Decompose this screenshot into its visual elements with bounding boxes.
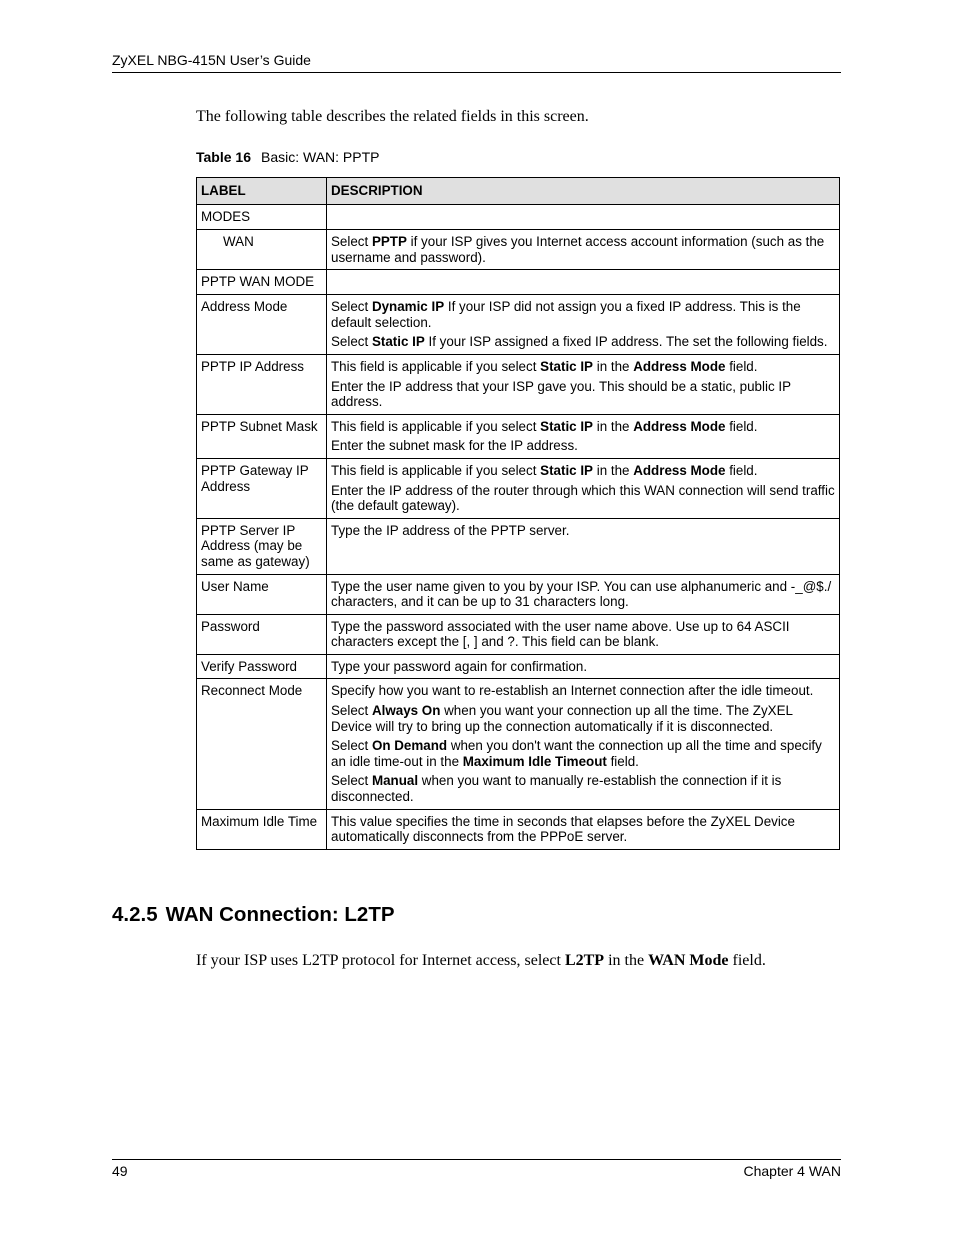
table-row	[197, 354, 840, 414]
table-row	[197, 518, 840, 574]
bold-term: Address Mode	[633, 462, 726, 478]
page-number: 49	[112, 1163, 128, 1179]
text-run: Select	[331, 738, 372, 754]
text-run: Select	[331, 773, 372, 789]
text-run: If your ISP did not assign you a fixed IP address. This is the default selection.	[331, 299, 801, 330]
bold-term: Static IP	[540, 418, 593, 434]
field-description	[327, 679, 840, 809]
table-row	[197, 230, 840, 270]
field-description	[327, 518, 840, 574]
table-row	[197, 458, 840, 518]
field-label: PPTP WAN MODE	[197, 270, 327, 295]
field-description	[327, 458, 840, 518]
description-paragraph	[331, 814, 835, 845]
text-run: If your ISP assigned a fixed IP address. The set the following fields.	[424, 334, 828, 350]
field-description	[327, 354, 840, 414]
text-run: Type the password associated with the user name above. Use up to 64 ASCII characters except the [, ] and ?. This field can be blank.	[331, 618, 790, 650]
text-run: Enter the IP address that your ISP gave you. This should be a static, public IP address.	[331, 378, 791, 410]
column-header-label: LABEL	[197, 178, 327, 205]
field-label: PPTP Subnet Mask	[197, 414, 327, 458]
description-paragraph	[331, 523, 835, 539]
field-label: WAN	[197, 230, 327, 270]
description-paragraph	[331, 359, 835, 375]
table-caption	[196, 149, 380, 166]
bold-term: Maximum Idle Timeout	[462, 753, 607, 769]
section-paragraph	[196, 951, 841, 971]
description-paragraph	[331, 683, 835, 699]
bold-term: Static IP	[540, 358, 593, 374]
text-run: Select	[331, 703, 372, 719]
bold-term: Manual	[371, 773, 419, 789]
text-run: when you want your connection up all the time. The ZyXEL Device will try to bring up the connection automatically if it is disconnected.	[331, 703, 793, 734]
text-run: Type the IP address of the PPTP server.	[331, 522, 570, 538]
description-paragraph	[331, 703, 835, 734]
section-number: 4.2.5	[112, 903, 158, 926]
intro-paragraph: The following table describes the related fields in this screen.	[196, 108, 589, 125]
field-label: Password	[197, 614, 327, 654]
text-run: when you want to manually re-establish the connection if it is disconnected.	[331, 773, 782, 805]
description-paragraph	[331, 379, 835, 410]
field-description	[327, 654, 840, 679]
description-paragraph	[331, 773, 835, 804]
text-run: field.	[606, 753, 639, 769]
table-row	[197, 295, 840, 355]
text-run: This value specifies the time in seconds that elapses before the ZyXEL Device automatically disconnects from the PPPoE server.	[331, 813, 795, 845]
text-run: Enter the IP address of the router through which this WAN connection will send traffic (the default gateway).	[331, 482, 835, 514]
bold-term: On Demand	[371, 738, 448, 754]
table-row	[197, 679, 840, 809]
field-label: Address Mode	[197, 295, 327, 355]
description-paragraph	[331, 659, 835, 675]
description-paragraph	[331, 579, 835, 610]
text-run: Specify how you want to re-establish an Internet connection after the idle timeout.	[331, 683, 814, 699]
table-row	[197, 809, 840, 849]
description-paragraph	[331, 619, 835, 650]
text-run: This field is applicable if you select	[331, 418, 541, 434]
text-run: Select	[331, 234, 372, 249]
text-run: in the	[593, 358, 634, 374]
column-header-description: DESCRIPTION	[327, 178, 840, 205]
text-run: if your ISP gives you Internet access account information (such as the username and password).	[331, 234, 825, 265]
description-paragraph	[331, 234, 835, 265]
field-label: Maximum Idle Time	[197, 809, 327, 849]
field-description	[327, 270, 840, 295]
table-row	[197, 205, 840, 230]
field-label: Reconnect Mode	[197, 679, 327, 809]
text-run: in the	[593, 418, 634, 434]
table-number: Table 16	[196, 149, 251, 165]
field-description	[327, 295, 840, 355]
table-row	[197, 614, 840, 654]
text-run: Type the user name given to you by your ISP. You can use alphanumeric and -_@$./ characters, and it can be up to 31 characters long.	[331, 578, 832, 610]
bold-term: WAN Mode	[648, 952, 729, 969]
description-paragraph	[331, 334, 835, 350]
bold-term: Static IP	[371, 334, 425, 350]
field-description	[327, 230, 840, 270]
field-description-table	[196, 177, 840, 850]
guide-title: ZyXEL NBG-415N User’s Guide	[112, 52, 311, 68]
description-paragraph	[331, 483, 835, 514]
description-paragraph	[331, 438, 835, 454]
bold-term: L2TP	[564, 952, 605, 969]
field-label: Verify Password	[197, 654, 327, 679]
text-run: Select	[331, 299, 372, 315]
table-row	[197, 574, 840, 614]
text-run: This field is applicable if you select	[331, 462, 541, 478]
table-row	[197, 270, 840, 295]
field-description	[327, 205, 840, 230]
text-run: in the	[604, 952, 649, 969]
table-body	[197, 205, 840, 850]
text-run: Enter the subnet mask for the IP address.	[331, 438, 578, 454]
bold-term: Dynamic IP	[371, 299, 445, 315]
table-header-row	[197, 178, 840, 205]
running-header	[112, 52, 841, 73]
table-row	[197, 654, 840, 679]
field-description	[327, 414, 840, 458]
description-paragraph	[331, 419, 835, 435]
field-description	[327, 614, 840, 654]
field-description	[327, 809, 840, 849]
text-run: when you don't want the connection up all the time and specify an idle time-out in the	[331, 738, 822, 769]
text-run: field.	[728, 952, 766, 969]
description-paragraph	[331, 463, 835, 479]
text-run: in the	[593, 462, 634, 478]
chapter-label: Chapter 4 WAN	[743, 1163, 841, 1179]
description-paragraph	[331, 299, 835, 330]
field-label: PPTP Server IP Address (may be same as gateway)	[197, 518, 327, 574]
text-run: field.	[725, 462, 758, 478]
field-label: PPTP IP Address	[197, 354, 327, 414]
text-run: If your ISP uses L2TP protocol for Internet access, select	[196, 952, 565, 969]
text-run: field.	[725, 418, 758, 434]
text-run: Select	[331, 334, 372, 350]
text-run: field.	[725, 358, 758, 374]
section-heading	[112, 902, 395, 928]
bold-term: Static IP	[540, 462, 593, 478]
bold-term: Always On	[371, 703, 441, 719]
field-description	[327, 574, 840, 614]
bold-term: Address Mode	[633, 358, 726, 374]
running-footer	[112, 1159, 841, 1180]
text-run: Type your password again for confirmation.	[331, 658, 588, 674]
table-row	[197, 414, 840, 458]
text-run: This field is applicable if you select	[331, 358, 541, 374]
bold-term: PPTP	[371, 234, 407, 249]
field-label: PPTP Gateway IP Address	[197, 458, 327, 518]
section-title: WAN Connection: L2TP	[165, 903, 395, 926]
description-paragraph	[331, 738, 835, 769]
field-label: User Name	[197, 574, 327, 614]
bold-term: Address Mode	[633, 418, 726, 434]
table-title: Basic: WAN: PPTP	[261, 149, 380, 165]
field-label: MODES	[197, 205, 327, 230]
